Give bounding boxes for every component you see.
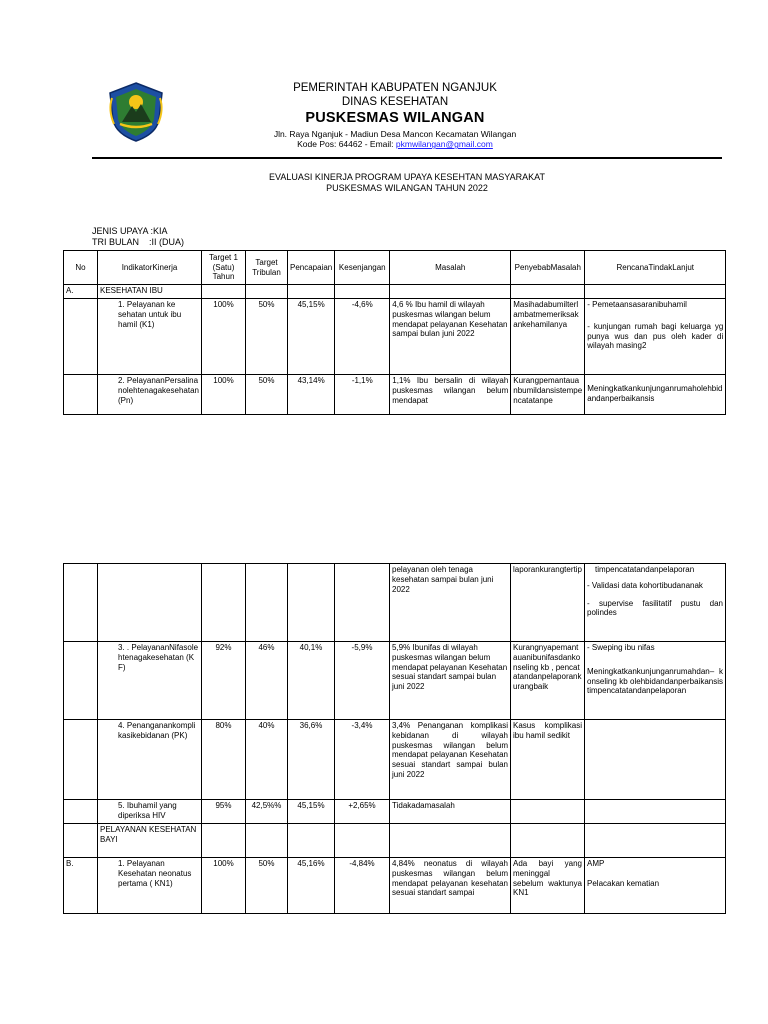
office-name: DINAS KESEHATAN	[341, 95, 449, 108]
cell-pencapaian: 45,15%	[288, 800, 335, 824]
evaluation-table-part1	[63, 250, 726, 415]
cell-pencapaian: 40,1%	[288, 642, 335, 720]
cell-pencapaian: 36,6%	[288, 720, 335, 800]
cell-rencana: Meningkatkankunjunganrumaholehbidandanperbaikansis	[585, 375, 726, 415]
section-row	[64, 824, 726, 858]
cell-target-tribulan: 46%	[246, 642, 288, 720]
cell-indikator: 5. Ibuhamil yang diperiksa HIV	[98, 800, 202, 824]
cell-target-tribulan: 50%	[246, 375, 288, 415]
col-target1: Target 1 (Satu) Tahun	[202, 251, 246, 285]
cell-target1: 80%	[202, 720, 246, 800]
cell-masalah: pelayanan oleh tenaga kesehatan sampai bulan juni 2022	[390, 564, 511, 642]
cell-target1: 100%	[202, 299, 246, 375]
cell-masalah: 4,6 % Ibu hamil di wilayah puskesmas wilangan belum mendapat pelayanan Kesehatan sampai bulan juni 2022	[390, 299, 511, 375]
table-row	[64, 800, 726, 824]
cell-penyebab: Kasus komplikasi ibu hamil sedikit	[511, 720, 585, 800]
col-indikator: IndikatorKinerja	[98, 251, 202, 285]
section-row	[64, 285, 726, 299]
rencana-item: - Sweping ibu nifas	[587, 643, 655, 652]
cell-indikator: 4. Penanganankomplikasikebidanan (PK)	[98, 720, 202, 800]
cell-masalah: 4,84% neonatus di wilayah puskesmas wilangan belum mendapat pelayanan kesehatan sesuai standart sampai	[390, 858, 511, 914]
contact-line: Kode Pos: 64462 - Email: pkmwilangan@gmail.com	[297, 139, 493, 150]
col-target-tribulan: Target Tribulan	[246, 251, 288, 285]
cell-penyebab: laporankurangtertip	[511, 564, 585, 642]
table-row-continued	[64, 564, 726, 642]
tri-bulan: TRI BULAN :II (DUA)	[92, 236, 185, 247]
table-row	[64, 299, 726, 375]
cell-rencana	[585, 299, 726, 375]
rencana-item: - Pemetaansasaranibuhamil	[587, 300, 687, 309]
rencana-item: - Validasi data kohortibudananak	[587, 580, 703, 590]
col-masalah: Masalah	[390, 251, 511, 285]
cell-target1: 100%	[202, 858, 246, 914]
cell-kesenjangan: -1,1%	[335, 375, 390, 415]
rencana-item: timpencatatandanpelaporan	[595, 565, 695, 574]
cell-masalah: Tidakadamasalah	[390, 800, 511, 824]
cell-kesenjangan: +2,65%	[335, 800, 390, 824]
cell-target-tribulan: 50%	[246, 858, 288, 914]
table-row	[64, 858, 726, 914]
document-title: EVALUASI KINERJA PROGRAM UPAYA KESEHTAN MASYARAKAT PUSKESMAS WILANGAN TAHUN 2022	[269, 172, 545, 194]
cell-rencana	[585, 564, 726, 642]
cell-rencana	[585, 642, 726, 720]
cell-indikator: 2. PelayananPersalinanolehtenagakesehatan (Pn)	[98, 375, 202, 415]
cell-pencapaian: 45,15%	[288, 299, 335, 375]
letterhead-rule	[92, 157, 722, 159]
address: Jln. Raya Nganjuk - Madiun Desa Mancon Kecamatan Wilangan	[273, 128, 517, 139]
cell-kesenjangan: -3,4%	[335, 720, 390, 800]
cell-masalah: 5,9% Ibunifas di wilayah puskesmas wilangan belum mendapat pelayanan Kesehatan sesuai standart sampai bulan juni 2022	[390, 642, 511, 720]
cell-rencana	[585, 720, 726, 800]
cell-target1: 95%	[202, 800, 246, 824]
col-penyebab: PenyebabMasalah	[511, 251, 585, 285]
rencana-item: - supervise fasilitatif pustu dan polindes	[587, 598, 723, 618]
col-kesenjangan: Kesenjangan	[335, 251, 390, 285]
rencana-item: AMP	[587, 859, 605, 868]
cell-target1: 92%	[202, 642, 246, 720]
section-no: A.	[64, 285, 98, 299]
table-header-row	[64, 251, 726, 285]
cell-penyebab: Kurangpemantauanbumildansistempencatatanpe	[511, 375, 585, 415]
col-pencapaian: Pencapaian	[288, 251, 335, 285]
table-row	[64, 375, 726, 415]
cell-indikator: 1. Pelayanan ke sehatan untuk ibu hamil (K1)	[98, 299, 202, 375]
letterhead	[240, 82, 550, 149]
government-name: PEMERINTAH KABUPATEN NGANJUK	[293, 82, 497, 94]
cell-kesenjangan: -4,6%	[335, 299, 390, 375]
puskesmas-name: PUSKESMAS WILANGAN	[305, 109, 485, 126]
nganjuk-regency-emblem	[104, 80, 168, 144]
table-row	[64, 720, 726, 800]
cell-masalah: 1,1% Ibu bersalin di wilayah puskesmas wilangan belum mendapat	[390, 375, 511, 415]
table-row	[64, 642, 726, 720]
cell-target-tribulan: 50%	[246, 299, 288, 375]
section-no: B.	[64, 858, 98, 914]
cell-target1: 100%	[202, 375, 246, 415]
cell-kesenjangan: -4,84%	[335, 858, 390, 914]
cell-target-tribulan: 42,5%%	[246, 800, 288, 824]
cell-penyebab: Ada bayi yang meninggal sebelum waktunya KN1	[511, 858, 585, 914]
col-no: No	[64, 251, 98, 285]
cell-rencana	[585, 858, 726, 914]
jenis-upaya: JENIS UPAYA :KIA	[92, 226, 168, 236]
section-label: KESEHATAN IBU	[98, 285, 202, 299]
cell-penyebab: Kurangnyapemantauanibunifasdankonseling kb , pencatatandanpelaporankurangbaik	[511, 642, 585, 720]
col-rencana: RencanaTindakLanjut	[585, 251, 726, 285]
cell-target-tribulan: 40%	[246, 720, 288, 800]
rencana-item: - kunjungan rumah bagi keluarga yg punya wus dan pus oleh kader di wilayah masing2	[587, 321, 724, 351]
cell-masalah: 3,4% Penanganan komplikasi kebidanan di wilayah puskesmas wilangan belum mendapat pelayanan Kesehatan sesuai standart sampai bulan juni 2022	[390, 720, 511, 800]
section-label: PELAYANAN KESEHATAN BAYI	[98, 824, 202, 858]
cell-pencapaian: 45,16%	[288, 858, 335, 914]
cell-indikator: 3. . PelayananNifasolehtenagakesehatan (KF)	[98, 642, 202, 720]
cell-indikator: 1. Pelayanan Kesehatan neonatus pertama ( KN1)	[98, 858, 202, 914]
cell-penyebab: Masihadabumilterlambatmemeriksakankehamilanya	[511, 299, 585, 375]
email-link[interactable]: pkmwilangan@gmail.com	[395, 139, 493, 150]
cell-kesenjangan: -5,9%	[335, 642, 390, 720]
rencana-item: Meningkatkankunjunganrumahdan– konseling kb olehbidandanperbaikansistimpencatatandanpelaporan	[587, 666, 723, 696]
evaluation-table-part2	[63, 563, 726, 914]
cell-pencapaian: 43,14%	[288, 375, 335, 415]
rencana-item: Pelacakan kematian	[587, 878, 660, 888]
program-meta	[92, 226, 184, 248]
